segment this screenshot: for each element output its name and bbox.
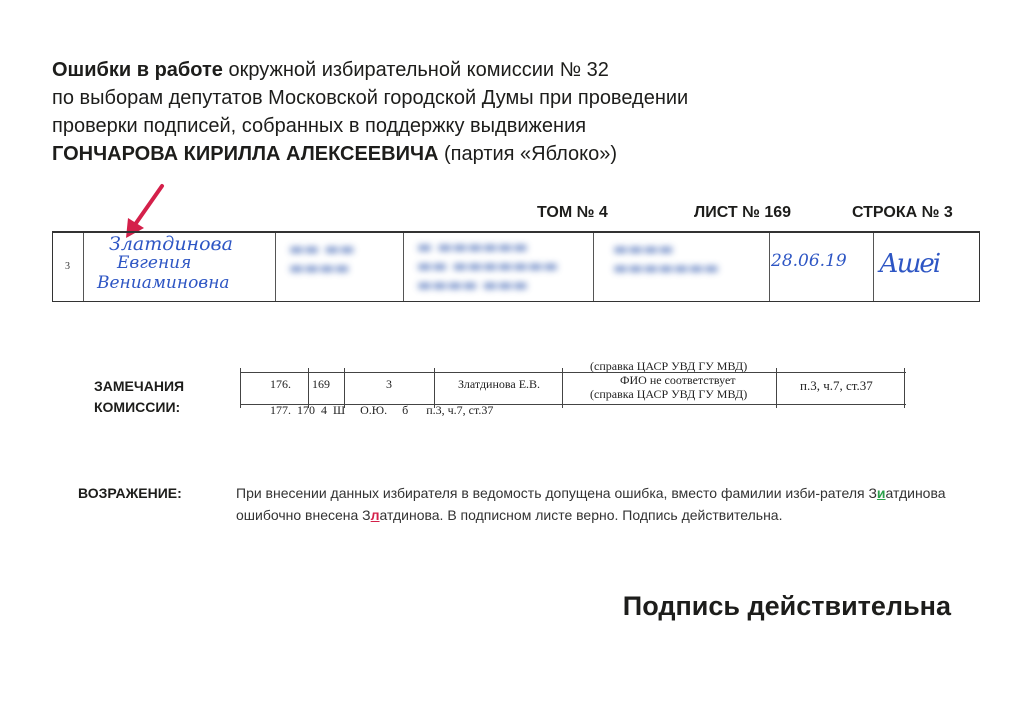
remark-reason-line-1: ФИО не соответствует: [620, 373, 736, 387]
wrong-letter: л: [370, 507, 380, 523]
remark-sheet: 169: [312, 377, 330, 391]
handwritten-date: 28.06.19: [771, 251, 847, 271]
commission-remarks-label: [94, 376, 184, 418]
table-divider: [308, 368, 309, 408]
handwritten-first-name: Евгения: [117, 253, 192, 273]
table-divider: [562, 368, 563, 408]
handwritten-patronymic: Вениаминовна: [97, 273, 230, 293]
remark-article: п.3, ч.7, ст.37: [800, 378, 873, 393]
blurred-birth-date: ▬▬ ▬▬ ▬▬▬▬: [289, 239, 355, 277]
header-line-3: проверки подписей, собранных в поддержку выдвижения: [52, 115, 587, 137]
table-rule: [240, 372, 906, 373]
verdict-heading: Подпись действительна: [622, 591, 951, 621]
objection-text-part-2: атдинова ошибочно внесена З: [236, 485, 946, 523]
blurred-passport: ▬▬▬▬ ▬▬▬▬▬▬▬: [613, 239, 719, 277]
header-line-2: по выборам депутатов Московской городской Думы при проведении: [52, 87, 689, 109]
handwritten-surname: Златдинова: [109, 233, 233, 255]
table-divider: [904, 368, 905, 408]
objection-text-part-3: атдинова. В подписном листе верно. Подпись действительна.: [379, 507, 783, 523]
commission-remarks-label-line-1: ЗАМЕЧАНИЯ: [94, 378, 185, 394]
correct-letter: и: [876, 485, 886, 501]
table-divider: [240, 368, 241, 408]
volume-label: ТОМ № 4: [537, 204, 608, 221]
table-divider: [776, 368, 777, 408]
sheet-row-number: 3: [65, 261, 70, 272]
table-divider: [434, 368, 435, 408]
objection-label: ВОЗРАЖЕНИЕ:: [78, 485, 182, 501]
table-divider: [344, 368, 345, 408]
candidate-name: ГОНЧАРОВА КИРИЛЛА АЛЕКСЕЕВИЧА: [52, 143, 439, 165]
party-name: (партия «Яблоко»): [438, 143, 618, 165]
partial-row-bottom: 177. 170 4 Ш О.Ю. б п.3, ч.7, ст.37: [270, 403, 494, 417]
commission-remarks-scan: [240, 359, 906, 417]
row-label: СТРОКА № 3: [852, 204, 953, 221]
header-bold-lead: Ошибки в работе: [52, 59, 223, 81]
remark-line: 3: [386, 377, 392, 391]
document-header: [52, 56, 688, 168]
signature-sheet-row: [52, 231, 980, 302]
remark-reason-line-2: (справка ЦАСР УВД ГУ МВД): [590, 387, 748, 401]
column-divider: [403, 233, 404, 301]
remark-voter-name: Златдинова Е.В.: [458, 377, 541, 391]
remark-number: 176.: [270, 377, 291, 391]
column-divider: [83, 233, 84, 301]
header-line-1-text: окружной избирательной комиссии № 32: [222, 59, 609, 81]
column-divider: [275, 233, 276, 301]
column-divider: [593, 233, 594, 301]
blurred-address: ▬ ▬▬▬▬▬▬ ▬▬ ▬▬▬▬▬▬▬ ▬▬▬▬ ▬▬▬: [417, 237, 559, 294]
partial-row-top: (справка ЦАСР УВД ГУ МВД): [590, 359, 748, 373]
commission-remarks-label-line-2: КОМИССИИ:: [94, 399, 181, 415]
header-line-4: [52, 140, 688, 168]
column-divider: [769, 233, 770, 301]
handwritten-signature: Ашеі: [879, 249, 940, 279]
column-divider: [873, 233, 874, 301]
header-line-1: [52, 56, 688, 84]
objection-text: [236, 482, 952, 526]
objection-text-part-1: При внесении данных избирателя в ведомость допущена ошибка, вместо фамилии изби-рателя З: [236, 485, 877, 501]
sheet-label: ЛИСТ № 169: [694, 204, 792, 221]
